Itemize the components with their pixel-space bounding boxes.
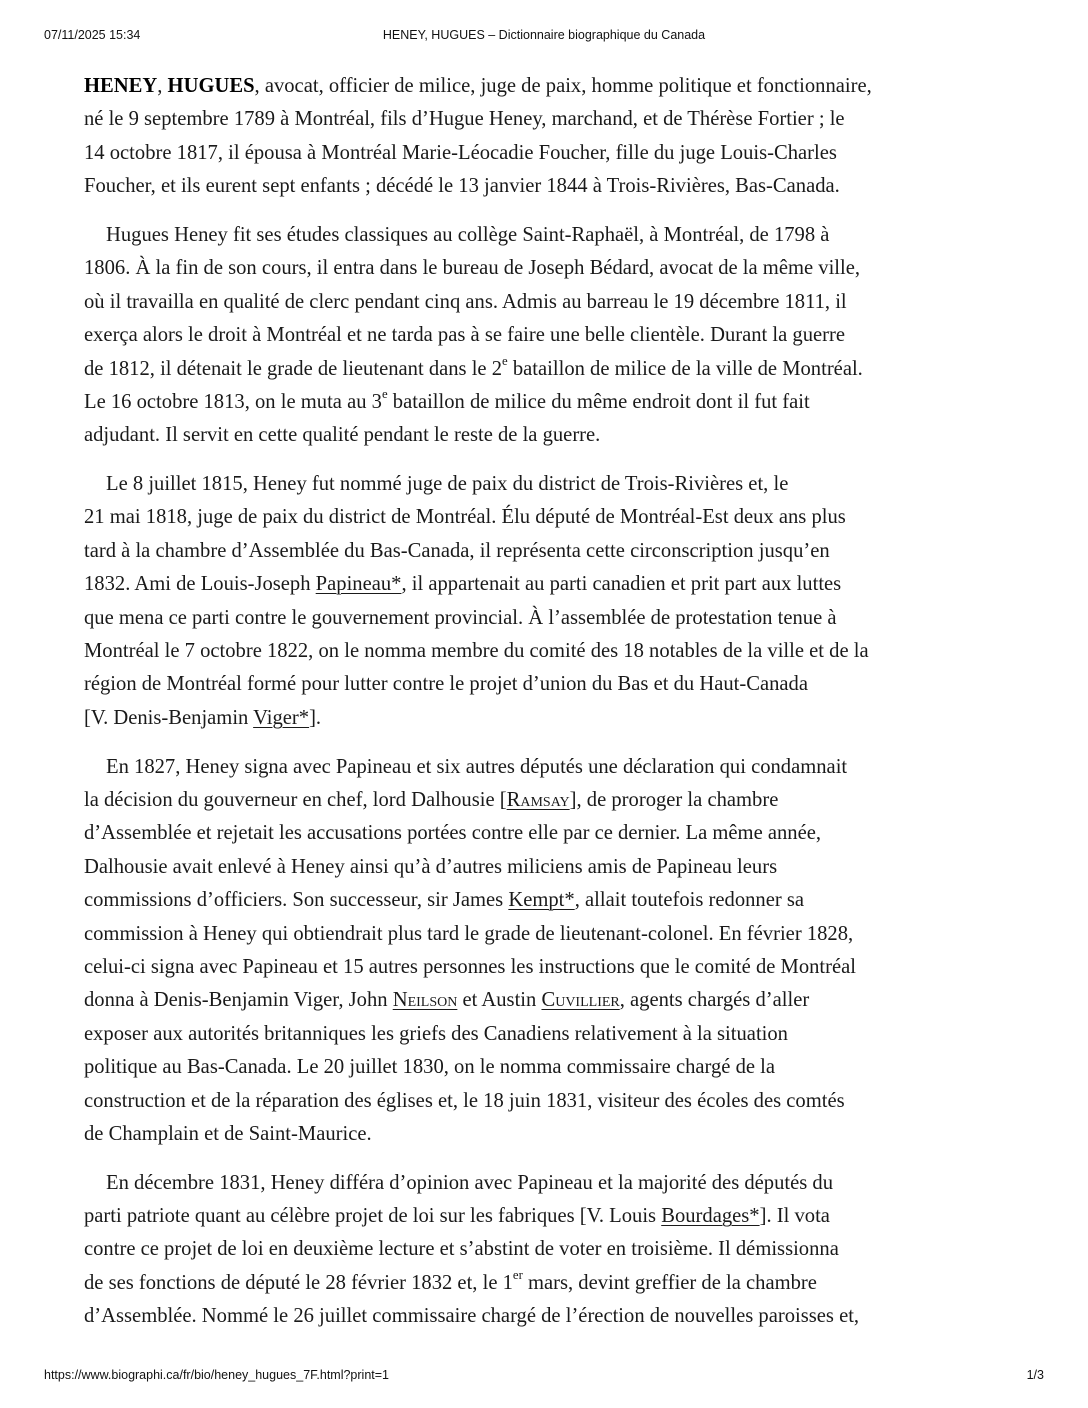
paragraph bbox=[84, 1167, 1024, 1334]
text-run: adjudant. Il servit en cette qualité pendant le reste de la guerre. bbox=[84, 424, 601, 447]
text-line bbox=[84, 219, 1024, 252]
text-line bbox=[84, 784, 1024, 817]
text-run: Le 16 octobre 1813, on le muta au 3 bbox=[84, 390, 382, 413]
text-line bbox=[84, 419, 1024, 452]
text-line bbox=[84, 702, 1024, 735]
text-run: Dalhousie avait enlevé à Heney ainsi qu’à d’autres miliciens amis de Papineau leurs bbox=[84, 855, 778, 878]
text-line bbox=[84, 1018, 1024, 1051]
text-line bbox=[84, 353, 1024, 386]
print-url: https://www.biographi.ca/fr/bio/heney_hugues_7F.html?print=1 bbox=[44, 1368, 390, 1382]
ordinal-superscript: er bbox=[512, 1268, 523, 1283]
text-line bbox=[84, 951, 1024, 984]
text-run: région de Montréal formé pour lutter contre le projet d’union du Bas et du Haut-Canada bbox=[84, 673, 808, 696]
text-run: bataillon de milice de la ville de Montréal. bbox=[507, 357, 863, 380]
text-line bbox=[84, 137, 1024, 170]
biography-cross-reference-link[interactable]: Papineau* bbox=[315, 573, 402, 596]
biography-cross-reference-link[interactable]: Kempt* bbox=[508, 889, 575, 912]
subject-name: HUGUES bbox=[167, 75, 255, 97]
text-run: , avocat, officier de milice, juge de paix, homme politique et fonctionnaire, bbox=[254, 75, 872, 97]
text-run: mars, devint greffier de la chambre bbox=[522, 1271, 817, 1294]
text-run: , agents chargés d’aller bbox=[619, 989, 810, 1012]
text-run: où il travailla en qualité de clerc pendant cinq ans. Admis au barreau le 19 décembre 1811, il bbox=[84, 290, 847, 313]
text-line bbox=[84, 1233, 1024, 1266]
text-run: 21 mai 1818, juge de paix du district de Montréal. Élu député de Montréal-Est deux ans plus bbox=[84, 506, 846, 529]
text-run: exposer aux autorités britanniques les griefs des Canadiens relativement à la situation bbox=[84, 1022, 788, 1045]
page-number: 1/3 bbox=[1026, 1368, 1044, 1382]
text-run: donna à Denis-Benjamin Viger, John bbox=[84, 989, 393, 1012]
text-run: En 1827, Heney signa avec Papineau et six autres députés une déclaration qui condamnait bbox=[106, 755, 848, 778]
ordinal-superscript: e bbox=[502, 353, 508, 368]
text-line bbox=[84, 918, 1024, 951]
ordinal-superscript: e bbox=[381, 387, 388, 402]
paragraph bbox=[84, 219, 1024, 453]
paragraph bbox=[84, 751, 1024, 1152]
text-line bbox=[84, 1267, 1024, 1300]
text-line bbox=[84, 252, 1024, 285]
text-run: parti patriote quant au célèbre projet de loi sur les fabriques [V. Louis bbox=[84, 1205, 662, 1228]
text-line bbox=[84, 635, 1024, 668]
text-line bbox=[84, 468, 1024, 501]
text-run: Montréal le 7 octobre 1822, on le nomma membre du comité des 18 notables de la ville et de la bbox=[84, 640, 869, 663]
text-line bbox=[84, 1051, 1024, 1084]
text-run: né le 9 septembre 1789 à Montréal, fils d’Hugue Heney, marchand, et de Thérèse Fortier ; le bbox=[84, 108, 845, 131]
text-run: contre ce projet de loi en deuxième lecture et s’abstint de voter en troisième. Il démissionna bbox=[84, 1238, 839, 1261]
text-line bbox=[84, 1300, 1024, 1333]
text-run: , bbox=[157, 75, 168, 97]
text-run: de Champlain et de Saint-Maurice. bbox=[84, 1122, 372, 1145]
text-run: d’Assemblée. Nommé le 26 juillet commissaire chargé de l’érection de nouvelles paroisses et, bbox=[84, 1305, 860, 1328]
text-run: ]. Il vota bbox=[759, 1205, 830, 1228]
text-line bbox=[84, 386, 1024, 419]
text-line bbox=[84, 1200, 1024, 1233]
text-run: tard à la chambre d’Assemblée du Bas-Canada, il représenta cette circonscription jusqu’en bbox=[84, 539, 830, 562]
text-line bbox=[84, 286, 1024, 319]
text-run: Le 8 juillet 1815, Heney fut nommé juge de paix du district de Trois-Rivières et, le bbox=[106, 473, 789, 496]
text-run: ], de proroger la chambre bbox=[569, 788, 779, 811]
biography-cross-reference-link[interactable]: Viger* bbox=[253, 706, 310, 729]
text-run: construction et de la réparation des églises et, le 18 juin 1831, visiteur des écoles des comtés bbox=[84, 1089, 845, 1112]
text-line bbox=[84, 70, 1024, 103]
text-run: politique au Bas-Canada. Le 20 juillet 1830, on le nomma commissaire chargé de la bbox=[84, 1056, 776, 1079]
text-line bbox=[84, 501, 1024, 534]
biography-cross-reference-link[interactable]: Neilson bbox=[392, 989, 458, 1012]
text-run: , allait toutefois redonner sa bbox=[574, 889, 805, 912]
text-run: la décision du gouverneur en chef, lord Dalhousie [ bbox=[84, 788, 507, 811]
text-run: commission à Heney qui obtiendrait plus tard le grade de lieutenant-colonel. En février 1828, bbox=[84, 922, 854, 945]
text-run: En décembre 1831, Heney différa d’opinion avec Papineau et la majorité des députés du bbox=[106, 1171, 834, 1194]
text-run: que mena ce parti contre le gouvernement provincial. À l’assemblée de protestation tenue à bbox=[84, 606, 837, 629]
subject-name: HENEY bbox=[84, 75, 158, 97]
text-run: ]. bbox=[309, 706, 322, 729]
print-page-title: HENEY, HUGUES – Dictionnaire biographique du Canada bbox=[382, 28, 706, 42]
text-line bbox=[84, 851, 1024, 884]
text-run: , il appartenait au parti canadien et prit part aux luttes bbox=[401, 573, 842, 596]
text-run: [V. Denis-Benjamin bbox=[84, 706, 254, 729]
biography-article bbox=[84, 70, 1024, 1349]
text-line bbox=[84, 170, 1024, 203]
text-run: 1806. À la fin de son cours, il entra dans le bureau de Joseph Bédard, avocat de la même ville, bbox=[84, 257, 861, 280]
text-line bbox=[84, 668, 1024, 701]
text-line bbox=[84, 568, 1024, 601]
text-run: 14 octobre 1817, il épousa à Montréal Marie-Léocadie Foucher, fille du juge Louis-Charles bbox=[84, 141, 837, 164]
text-run: de ses fonctions de député le 28 février 1832 et, le 1 bbox=[84, 1271, 513, 1294]
text-run: Foucher, et ils eurent sept enfants ; décédé le 13 janvier 1844 à Trois-Rivières, Bas-Canada. bbox=[84, 175, 840, 198]
paragraph bbox=[84, 468, 1024, 735]
text-line bbox=[84, 602, 1024, 635]
text-line bbox=[84, 103, 1024, 136]
text-run: commissions d’officiers. Son successeur, sir James bbox=[84, 889, 509, 912]
text-line bbox=[84, 319, 1024, 352]
text-run: et Austin bbox=[457, 989, 542, 1012]
text-run: 1832. Ami de Louis-Joseph bbox=[84, 573, 316, 596]
text-run: Hugues Heney fit ses études classiques au collège Saint-Raphaël, à Montréal, de 1798 à bbox=[106, 223, 830, 246]
biography-cross-reference-link[interactable]: Bourdages* bbox=[661, 1205, 760, 1228]
text-line bbox=[84, 1085, 1024, 1118]
text-line bbox=[84, 884, 1024, 917]
text-line bbox=[84, 1167, 1024, 1200]
text-line bbox=[84, 817, 1024, 850]
text-line bbox=[84, 535, 1024, 568]
print-date: 07/11/2025 15:34 bbox=[44, 28, 141, 42]
text-line bbox=[84, 1118, 1024, 1151]
text-run: d’Assemblée et rejetait les accusations portées contre elle par ce dernier. La même année, bbox=[84, 822, 822, 845]
text-run: bataillon de milice du même endroit dont il fut fait bbox=[387, 390, 810, 413]
paragraph bbox=[84, 70, 1024, 204]
text-line bbox=[84, 984, 1024, 1017]
text-line bbox=[84, 751, 1024, 784]
text-run: celui-ci signa avec Papineau et 15 autres personnes les instructions que le comité de Montréal bbox=[84, 955, 857, 978]
text-run: de 1812, il détenait le grade de lieutenant dans le 2 bbox=[84, 357, 503, 380]
biography-cross-reference-link[interactable]: Ramsay bbox=[506, 788, 570, 811]
biography-cross-reference-link[interactable]: Cuvillier bbox=[541, 989, 620, 1012]
text-run: exerça alors le droit à Montréal et ne tarda pas à se faire une belle clientèle. Durant la guerre bbox=[84, 324, 846, 347]
